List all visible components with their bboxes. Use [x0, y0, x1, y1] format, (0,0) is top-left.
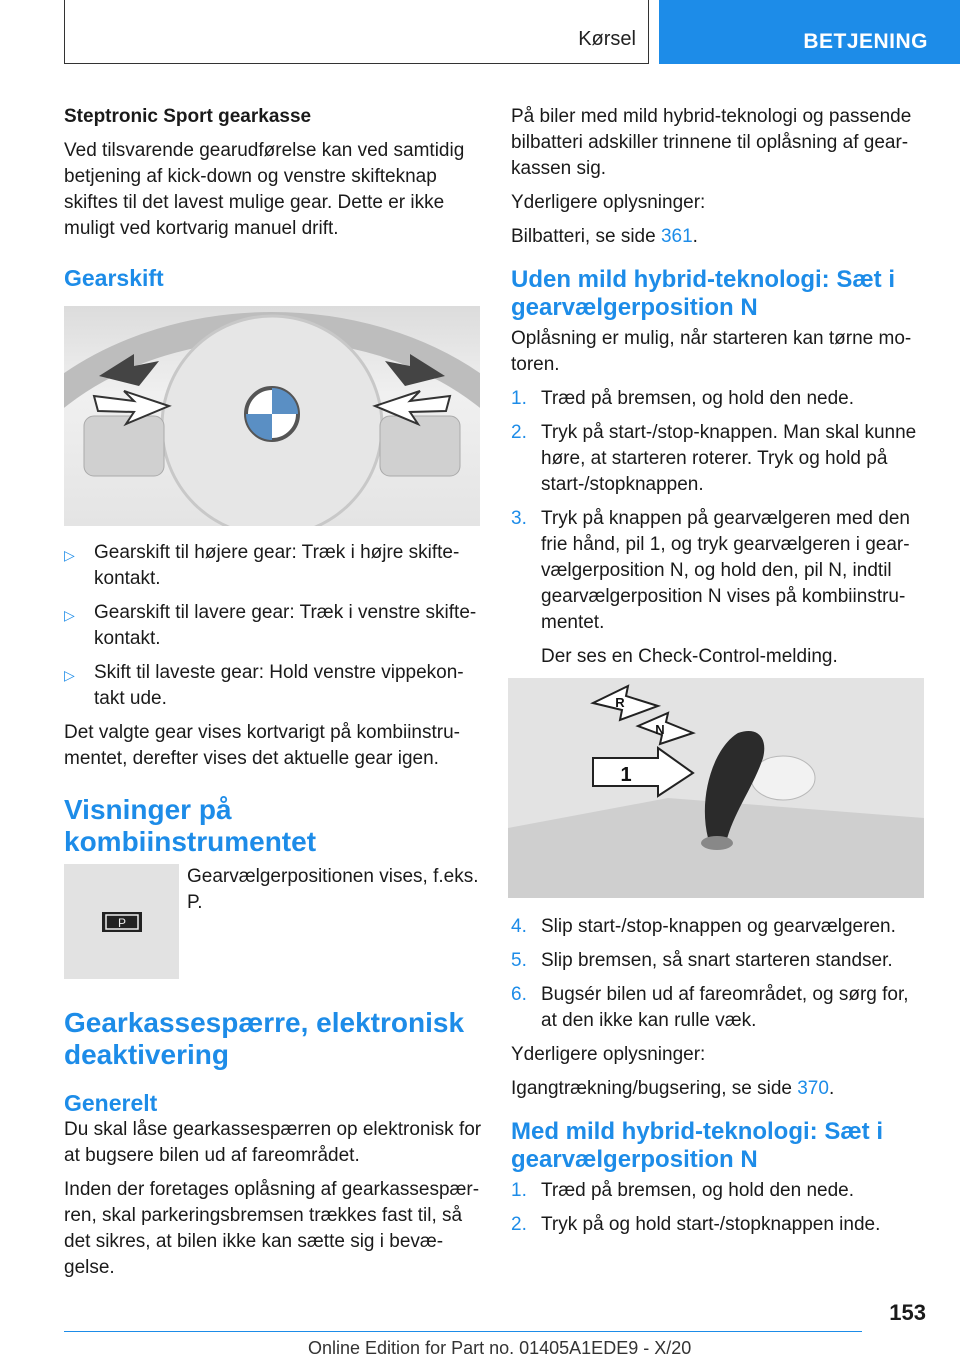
- step-number: 1.: [511, 388, 527, 409]
- triangle-bullet-icon: ▷: [64, 667, 75, 683]
- step-item: [511, 982, 927, 1034]
- generelt-text-1: Du skal låse gearkassespærren op elektronisk for at bugsere bilen ud af fareområdet.: [64, 1119, 482, 1166]
- battery-page-link[interactable]: 361: [660, 226, 693, 247]
- sport-text: Ved tilsvarende gearudførelse kan ved samtidig betjening af kick-down og venstre skifteknap skiftes til det lavest mulige gear. Dette er ikke muligt ved kortvarig manuel drift.: [64, 140, 465, 239]
- footer-divider: [64, 1331, 862, 1332]
- generelt-heading: Generelt: [64, 1090, 158, 1116]
- gear-label-one: 1: [620, 764, 632, 786]
- gear-label-n: N: [655, 722, 665, 737]
- instrument-gear-letter: P: [117, 916, 127, 930]
- triangle-bullet-icon: ▷: [64, 607, 75, 623]
- header-chapter-tab[interactable]: [659, 0, 960, 64]
- steering-wheel-image: [64, 306, 480, 526]
- step-number: 5.: [511, 950, 527, 971]
- step-text: Tryk på og hold start-/stopknappen inde.: [541, 1214, 881, 1235]
- bullet-text: Gearskift til lavere gear: Træk i venstre skifte‐kontakt.: [94, 602, 477, 649]
- step-text: Bugsér bilen ud af fareområdet, og sørg for, at den ikke kan rulle væk.: [541, 984, 909, 1031]
- gear-selector-image: [508, 678, 924, 898]
- right-column: [511, 104, 927, 1246]
- tow-page-link[interactable]: 370: [797, 1078, 829, 1099]
- tow-ref-period: .: [828, 1078, 835, 1099]
- med-heading: Med mild hybrid-teknologi: Sæt i gearvælgerposition N: [511, 1118, 883, 1173]
- triangle-bullet-icon: ▷: [64, 547, 75, 563]
- step-item: [511, 914, 927, 940]
- step-text: Slip start-/stop-knappen og gearvælgeren.: [541, 916, 896, 937]
- uden-heading: Uden mild hybrid-teknologi: Sæt i gearvælgerposition N: [511, 266, 895, 321]
- step-number: 1.: [511, 1180, 527, 1201]
- step-item: [511, 420, 927, 498]
- step-number: 6.: [511, 984, 527, 1005]
- visninger-heading: Visninger på kombiinstrumentet: [64, 794, 317, 857]
- step-item: [511, 1178, 927, 1204]
- step-text: Træd på bremsen, og hold den nede.: [541, 1180, 854, 1201]
- bullet-item: [64, 600, 482, 652]
- step-number: 3.: [511, 508, 527, 529]
- step-text: Slip bremsen, så snart starteren standser.: [541, 950, 893, 971]
- uden-text: Oplåsning er mulig, når starteren kan tørne mo‐toren.: [511, 328, 912, 375]
- gear-label-r: R: [615, 695, 625, 710]
- instrument-display-block: [64, 864, 482, 979]
- battery-ref-period: .: [692, 226, 698, 247]
- step-item: [511, 948, 927, 974]
- bullet-item: [64, 660, 482, 712]
- step-item: [511, 1212, 927, 1238]
- more-info-label-2: Yderligere oplysninger:: [511, 1044, 706, 1065]
- step-number: 4.: [511, 916, 527, 937]
- spaerre-heading: Gearkassespærre, elektronisk deaktivering: [64, 1007, 465, 1070]
- bullet-item: [64, 540, 482, 592]
- hybrid-intro-text: På biler med mild hybrid-teknologi og passende bilbatteri adskiller trinnene til oplåsning af gear‐kassen sig.: [511, 106, 912, 179]
- page-number: 153: [889, 1300, 926, 1325]
- step-number: 2.: [511, 422, 527, 443]
- step-text: Træd på bremsen, og hold den nede.: [541, 388, 854, 409]
- tow-ref-text: Igangtrækning/bugsering, se side: [511, 1078, 798, 1099]
- instrument-display-image: [64, 864, 179, 979]
- bullet-text: Gearskift til højere gear: Træk i højre skifte‐kontakt.: [94, 542, 460, 589]
- step-number: 2.: [511, 1214, 527, 1235]
- step3-note: Der ses en Check-Control-melding.: [541, 646, 838, 667]
- bullet-text: Skift til laveste gear: Hold venstre vippekon‐takt ude.: [94, 662, 464, 709]
- step-text: Tryk på start-/stop-knappen. Man skal kunne høre, at starteren roterer. Tryk og hold på start-/stopknappen.: [541, 422, 917, 495]
- visninger-text: Gearvælgerpositionen vises, f.eks. P.: [187, 866, 479, 913]
- generelt-text-2: Inden der foretages oplåsning af gearkassespær‐ren, skal parkeringsbremsen trækkes fast til, så det sikres, at bilen ikke kan sætte sig i bevæ‐gelse.: [64, 1179, 480, 1278]
- step-text: Tryk på knappen på gearvælgeren med den frie hånd, pil 1, og tryk gearvælgeren i gear‐vælgerposition N, og hold den, pil N, indtil gearvælgerposition N vises på kombiinstru‐mentet.: [541, 508, 910, 633]
- battery-ref-text: Bilbatteri, se side: [511, 226, 661, 247]
- header-chapter-label: BETJENING: [803, 30, 928, 53]
- step-item: [511, 386, 927, 412]
- more-info-label: Yderligere oplysninger:: [511, 192, 706, 213]
- left-column: [64, 104, 482, 1289]
- header-section-box: [64, 0, 649, 64]
- step-item: [511, 506, 927, 636]
- header-section-title: Kørsel: [578, 28, 636, 50]
- after-bullets-text: Det valgte gear vises kortvarigt på kombiinstru‐mentet, derefter vises det aktuelle gear igen.: [64, 722, 460, 769]
- footer-edition: Online Edition for Part no. 01405A1EDE9 - X/20: [308, 1338, 692, 1358]
- battery-reference: [511, 224, 927, 250]
- sport-title: Steptronic Sport gearkasse: [64, 106, 312, 127]
- gearskift-heading: Gearskift: [64, 265, 164, 291]
- tow-reference: [511, 1076, 927, 1102]
